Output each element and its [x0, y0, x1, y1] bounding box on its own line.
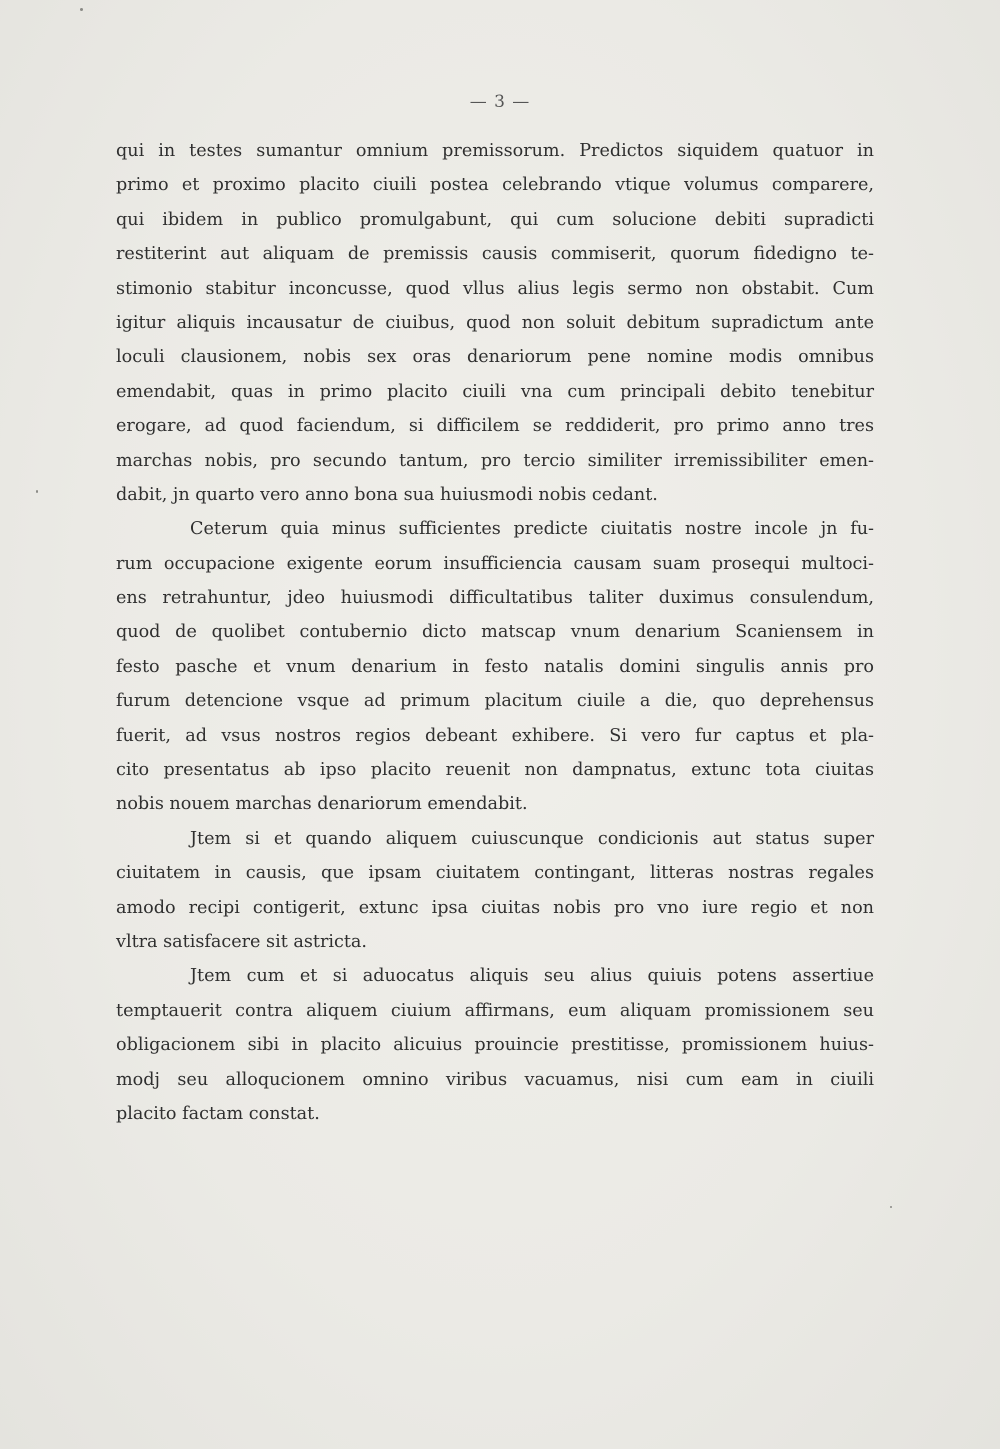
text-line: stimonio stabitur inconcusse, quod vllus alius legis sermo non obstabit. Cum	[116, 278, 874, 299]
text-line: vltra satisfacere sit astricta.	[116, 931, 368, 952]
text-line: furum detencione vsque ad primum placitum ciuile a die, quo deprehensus	[116, 691, 874, 712]
text-line: primo et proximo placito ciuili postea celebrando vtique volumus comparere,	[116, 175, 874, 196]
text-line: rum occupacione exigente eorum insufficiencia causam suam prosequi multoci-	[116, 553, 874, 574]
scan-speck	[80, 8, 83, 11]
text-line: emendabit, quas in primo placito ciuili vna cum principali debito tenebitur	[116, 381, 874, 402]
text-line: dabit, jn quarto vero anno bona sua huiusmodi nobis cedant.	[116, 484, 658, 505]
text-line: placito factam constat.	[116, 1103, 320, 1124]
text-line: Ceterum quia minus sufficientes predicte ciuitatis nostre incole jn fu-	[190, 519, 874, 540]
text-line: Jtem si et quando aliquem cuiuscunque condicionis aut status super	[190, 828, 874, 849]
paragraph-2	[116, 512, 874, 822]
body-text	[116, 134, 874, 1131]
paragraph-3	[116, 822, 874, 960]
text-line: nobis nouem marchas denariorum emendabit.	[116, 794, 528, 815]
text-line: modj seu alloqucionem omnino viribus vacuamus, nisi cum eam in ciuili	[116, 1069, 874, 1090]
text-line: amodo recipi contigerit, extunc ipsa ciuitas nobis pro vno iure regio et non	[116, 897, 874, 918]
text-line: igitur aliquis incausatur de ciuibus, quod non soluit debitum supradictum ante	[116, 312, 874, 333]
text-line: qui in testes sumantur omnium premissorum. Predictos siquidem quatuor in	[116, 141, 874, 161]
scan-speck	[890, 1206, 892, 1208]
text-line: cito presentatus ab ipso placito reuenit non dampnatus, extunc tota ciuitas	[116, 760, 874, 781]
text-line: temptauerit contra aliquem ciuium affirmans, eum aliquam promissionem seu	[116, 1000, 874, 1021]
text-line: loculi clausionem, nobis sex oras denariorum pene nomine modis omnibus	[116, 347, 874, 368]
text-line: quod de quolibet contubernio dicto matscap vnum denarium Scaniensem in	[116, 622, 874, 643]
text-line: ens retrahuntur, jdeo huiusmodi difficultatibus taliter duximus consulendum,	[116, 588, 874, 609]
scan-speck	[36, 490, 38, 493]
paragraph-4	[116, 959, 874, 1131]
page-number: — 3 —	[469, 92, 531, 112]
text-line: ciuitatem in causis, que ipsam ciuitatem contingant, litteras nostras regales	[116, 863, 874, 884]
text-line: Jtem cum et si aduocatus aliquis seu alius quiuis potens assertiue	[190, 966, 874, 987]
text-line: marchas nobis, pro secundo tantum, pro tercio similiter irremissibiliter emen-	[116, 450, 874, 471]
text-line: erogare, ad quod faciendum, si difficilem se reddiderit, pro primo anno tres	[116, 416, 874, 437]
text-line: restiterint aut aliquam de premissis causis commiserit, quorum fidedigno te-	[116, 244, 874, 265]
text-line: qui ibidem in publico promulgabunt, qui cum solucione debiti supradicti	[116, 209, 874, 230]
text-line: obligacionem sibi in placito alicuius prouincie prestitisse, promissionem huius-	[116, 1035, 874, 1056]
text-line: fuerit, ad vsus nostros regios debeant exhibere. Si vero fur captus et pla-	[116, 725, 874, 746]
paragraph-1	[116, 134, 874, 512]
text-line: festo pasche et vnum denarium in festo natalis domini singulis annis pro	[116, 656, 874, 677]
